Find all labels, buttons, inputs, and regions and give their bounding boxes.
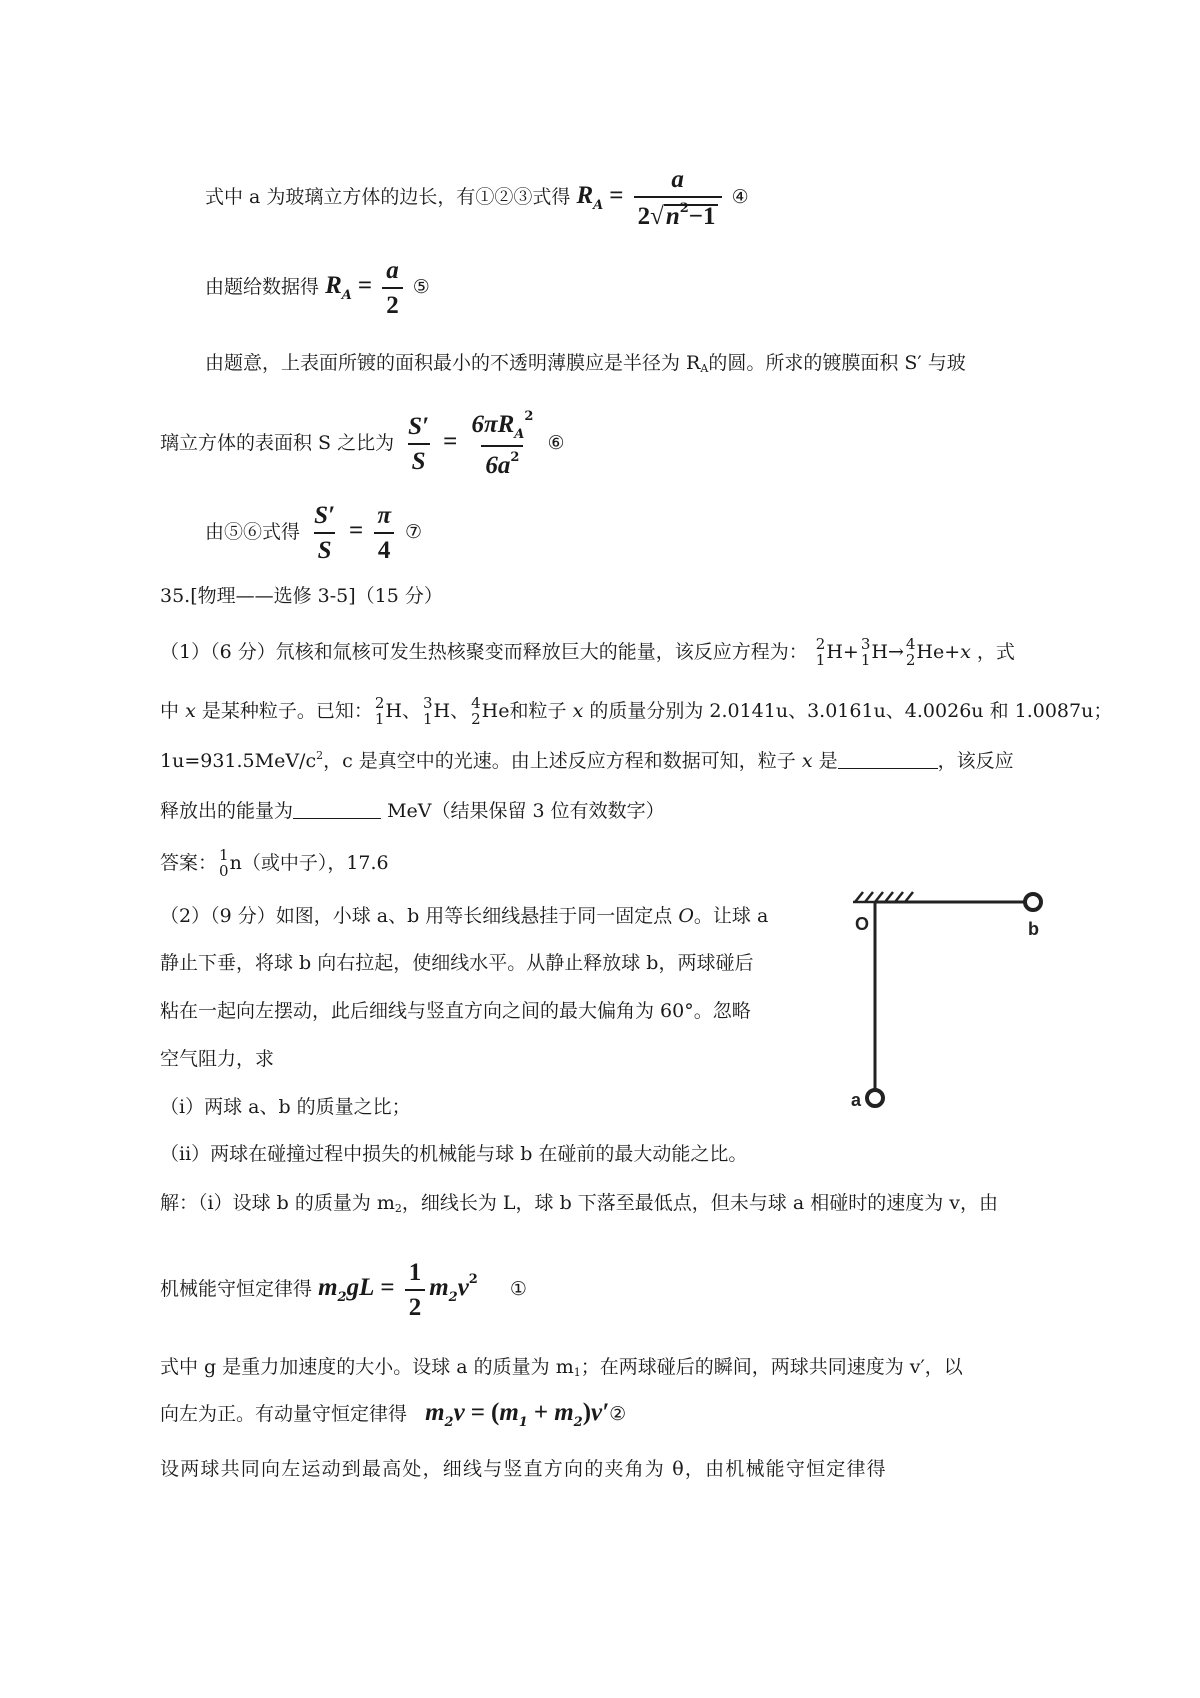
question-2-line: 粘在一起向左摆动，此后细线与竖直方向之间的最大偏角为 60°。忽略 [160, 1000, 751, 1022]
question-1-line: 释放出的能量为 MeV（结果保留 3 位有效数字） [160, 800, 665, 822]
equation-line-7: 由⑤⑥式得 $\frac{S'}{S}$ = $\frac{\pi}{4}$ ⑦ [205, 502, 423, 564]
solution-line: 设两球共同向左运动到最高处，细线与竖直方向的夹角为 θ，由机械能守恒定律得 [160, 1458, 887, 1480]
equation-line-5: 由题给数据得 $R_A$ = $\frac{a}{2}$ ⑤ [205, 257, 430, 319]
answer-blank[interactable] [838, 750, 938, 769]
label-b: b [1028, 919, 1039, 939]
equation-line-2: 向左为正。有动量守恒定律得 $m_2v = (m_1$ + $m_2)v'②$ [160, 1399, 627, 1430]
ball-b [1025, 894, 1041, 910]
equation-tag: ⑤ [412, 276, 430, 298]
equation-tag: ④ [731, 186, 749, 208]
equation-line-1: 机械能守恒定律得 $m_2gL$ = $\frac{1}{2}$ $m_2v^2$ ① [160, 1259, 527, 1321]
label-a: a [851, 1090, 862, 1110]
equation-tag: ⑥ [547, 432, 565, 454]
equation-line-4: 式中 a 为玻璃立方体的边长，有①②③式得 $R_A$ = $\frac{a}{2√n^2-1}$ ④ [205, 166, 749, 230]
question-1-line: 中 x 是某种粒子。已知： 2 1 H、 3 1 H、 4 2 He和粒子 x 的质量分别为 2.0141u、3.0161u、4.0026u 和 1.0087u； [160, 694, 1113, 728]
text: 式中 a 为玻璃立方体的边长，有①②③式得 [205, 186, 571, 208]
equation-tag: ⑦ [405, 521, 423, 543]
solution-line: 解：（i）设球 b 的质量为 m2，细线长为 L，球 b 下落至最低点，但未与球 a 相碰时的速度为 v，由 [160, 1192, 998, 1215]
pendulum-figure [825, 880, 1060, 1120]
equation-tag: ① [509, 1278, 527, 1300]
solution-line: 式中 g 是重力加速度的大小。设球 a 的质量为 m1；在两球碰后的瞬间，两球共同速度为 v′，以 [160, 1356, 963, 1379]
section-heading: 35.[物理——选修 3-5]（15 分） [160, 585, 443, 607]
question-2-line: （2）（9 分）如图，小球 a、b 用等长细线悬挂于同一固定点 O。让球 a [160, 905, 769, 927]
question-2-line: 空气阻力，求 [160, 1048, 275, 1070]
label-o: O [855, 914, 870, 934]
question-2-line: 静止下垂，将球 b 向右拉起，使细线水平。从静止释放球 b，两球碰后 [160, 952, 754, 974]
question-1-line: （1）（6 分）氘核和氚核可发生热核聚变而释放巨大的能量，该反应方程为： 2 1 H+ 3 1 H→ 4 2 He+x ，式 [160, 635, 1015, 669]
answer-blank[interactable] [293, 800, 381, 819]
equation-line-6: 璃立方体的表面积 S 之比为 $\frac{S'}{S}$ = $\frac{6\pi R_A^2}{6a^2}$ ⑥ [160, 409, 565, 479]
question-2-part-i: （i）两球 a、b 的质量之比； [160, 1096, 411, 1118]
equation-tag: ② [609, 1403, 627, 1425]
question-1-line: $1u=931.5MeV/c^2$，c 是真空中的光速。由上述反应方程和数据可知，粒子 x 是 ，该反应 [160, 749, 1014, 772]
answer-line: 答案： 1 0 n（或中子），17.6 [160, 846, 389, 880]
question-2-part-ii: （ii）两球在碰撞过程中损失的机械能与球 b 在碰前的最大动能之比。 [160, 1143, 748, 1165]
ball-a [867, 1090, 883, 1106]
paragraph-line: 由题意，上表面所镀的面积最小的不透明薄膜应是半径为 RA的圆。所求的镀膜面积 S′ 与玻 [205, 352, 966, 375]
fraction: $\frac{a}{2√n^2-1}$ [634, 167, 722, 229]
